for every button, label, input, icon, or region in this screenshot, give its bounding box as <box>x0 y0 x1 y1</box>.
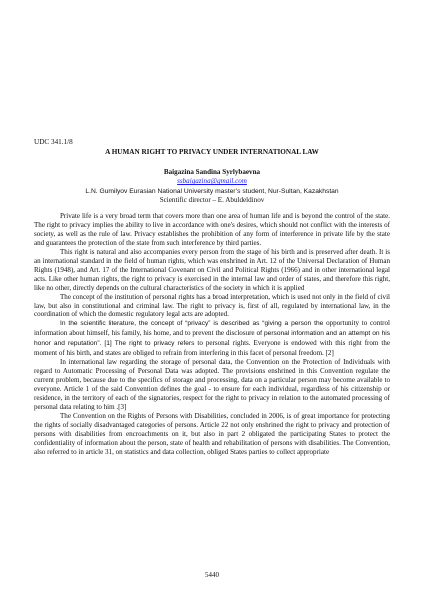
paragraph-4 <box>34 319 390 358</box>
paragraph-4-line-2: opportunity to control information about himself, his family, his home, and to prevent the disclosure <box>34 319 390 338</box>
paper-body <box>34 212 390 457</box>
paragraph-5: In international law regarding the storage of personal data, the Convention on the Protection of Individuals with regard to Automatic Processing of Personal Data was adopted. The provisions enshrined in this Convention regulate the current problem, because due to the specifics of storage and processing, data on a particular person may become available to everyone. Article 1 of the said Convention defines the goal - to ensure for each individual, regardless of his citizenship or residence, in the territory of each of the signatories, respect for the right to privacy in relation to the automated processing of personal data relating to him .[3] <box>34 358 390 412</box>
paragraph-3: The concept of the institution of personal rights has a broad interpretation, which is used not only in the field of civil law, but also in constitutional and criminal law. The right to privacy is, first of all, regulated by international law, in the coordination of which the domestic regulatory legal acts are adopted. <box>34 292 390 319</box>
paragraph-4-line-3: of personal information and an attempt on his honor and reputation”. [1] The right to privacy refers <box>34 330 391 348</box>
udc-code: UDC 341.1/8 <box>34 138 73 146</box>
author-affiliation: L.N. Gumilyov Eurasian National University master’s student, Nur-Sultan, Kazakhstan <box>85 187 339 195</box>
paragraph-4-rest: to personal rights. Everyone is endowed with this right from the moment of his birth, and states are obliged to refrain from interfering in this facet of personal freedom. [2] <box>34 339 390 358</box>
author-email-link[interactable]: ssbaigazina@gmail.com <box>177 177 247 186</box>
author-block <box>34 168 390 206</box>
author-name: Baigazina Sandina Syrlybaevna <box>163 168 261 176</box>
paragraph-1: Private life is a very broad term that covers more than one area of human life and is beyond the control of the state. The right to privacy implies the ability to live in accordance with one's desires, which should not conflict with the interests of society, as well as the rule of law. Privacy establishes the prohibition of any form of interference in private life by the state and guarantees the protection of the state from such interference by third parties. <box>34 212 390 247</box>
paragraph-6: The Convention on the Rights of Persons with Disabilities, concluded in 2006, is of great importance for protecting the rights of socially disadvantaged categories of persons. Article 22 not only enshrined the right to privacy and protection of persons with disabilities from encroachments on it, but also in part 2 obligated the participating States to protect the confidentiality of information about the person, state of health and rehabilitation of persons with disabilities. The Convention, also referred to in article 31, on statistics and data collection, obliged States parties to collect appropriate <box>34 411 390 456</box>
paragraph-4-line-1: In the scientific literature, the concept of “privacy” is described as “giving a person the <box>60 320 324 328</box>
paragraph-2: This right is natural and also accompanies every person from the stage of his birth and is preserved after death. It is an international standard in the field of human rights, which was enshrined in Art. 12 of the Universal Declaration of Human Rights (1948), and Art. 17 of the International Covenant on Civil and Political Rights (1966) and in other international legal acts. Like other human rights, the right to privacy is exercised in the internal law and order of states, and therefore this right, like no other, directly depends on the cultural characteristics of the society in which it is applied <box>34 247 390 292</box>
page-number: 5440 <box>205 571 219 579</box>
scientific-director: Scientific director – E. Abuldeldinov <box>159 196 265 205</box>
paper-title: A HUMAN RIGHT TO PRIVACY UNDER INTERNATIONAL LAW <box>105 148 319 156</box>
